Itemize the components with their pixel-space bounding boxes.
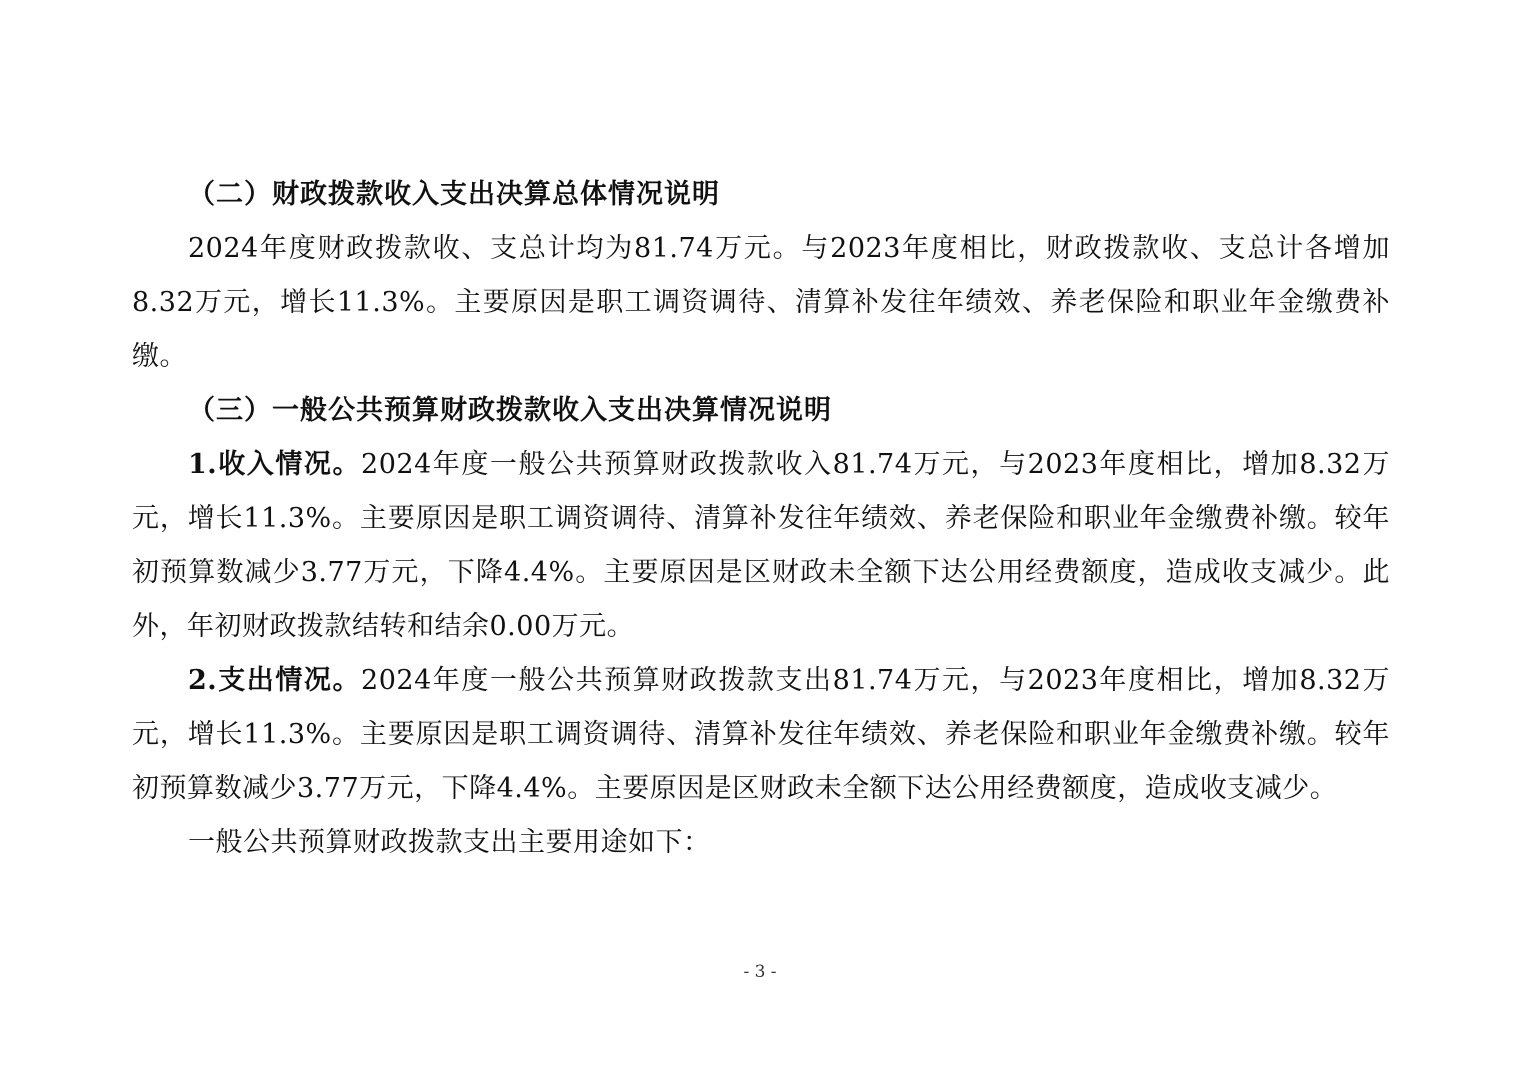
- usage-intro: 一般公共预算财政拨款支出主要用途如下：: [188, 827, 711, 858]
- section-3-heading: （三）一般公共预算财政拨款收入支出决算情况说明: [188, 395, 832, 426]
- expense-paragraph: [132, 654, 1390, 816]
- income-text: 2024年度一般公共预算财政拨款收入81.74万元，与2023年度相比，增加8.32万元，增长11.3%。主要原因是职工调资调待、清算补发往年绩效、养老保险和职业年金缴费补缴。较年初预算数减少3.77万元，下降4.4%。主要原因是区财政未全额下达公用经费额度，造成收支减少。此外，年初财政拨款结转和结余0.00万元。: [132, 449, 1390, 642]
- expense-text: 2024年度一般公共预算财政拨款支出81.74万元，与2023年度相比，增加8.32万元，增长11.3%。主要原因是职工调资调待、清算补发往年绩效、养老保险和职业年金缴费补缴。较年初预算数减少3.77万元，下降4.4%。主要原因是区财政未全额下达公用经费额度，造成收支减少。: [132, 665, 1390, 804]
- page-number: - 3 -: [743, 962, 777, 982]
- expense-lead: 2.支出情况。: [188, 665, 362, 696]
- income-lead: 1.收入情况。: [188, 449, 362, 480]
- income-paragraph: [132, 438, 1390, 654]
- section-2-paragraph: 2024年度财政拨款收、支总计均为81.74万元。与2023年度相比，财政拨款收、支总计各增加8.32万元，增长11.3%。主要原因是职工调资调待、清算补发往年绩效、养老保险和职业年金缴费补缴。: [132, 233, 1390, 372]
- section-2-heading: （二）财政拨款收入支出决算总体情况说明: [188, 179, 720, 210]
